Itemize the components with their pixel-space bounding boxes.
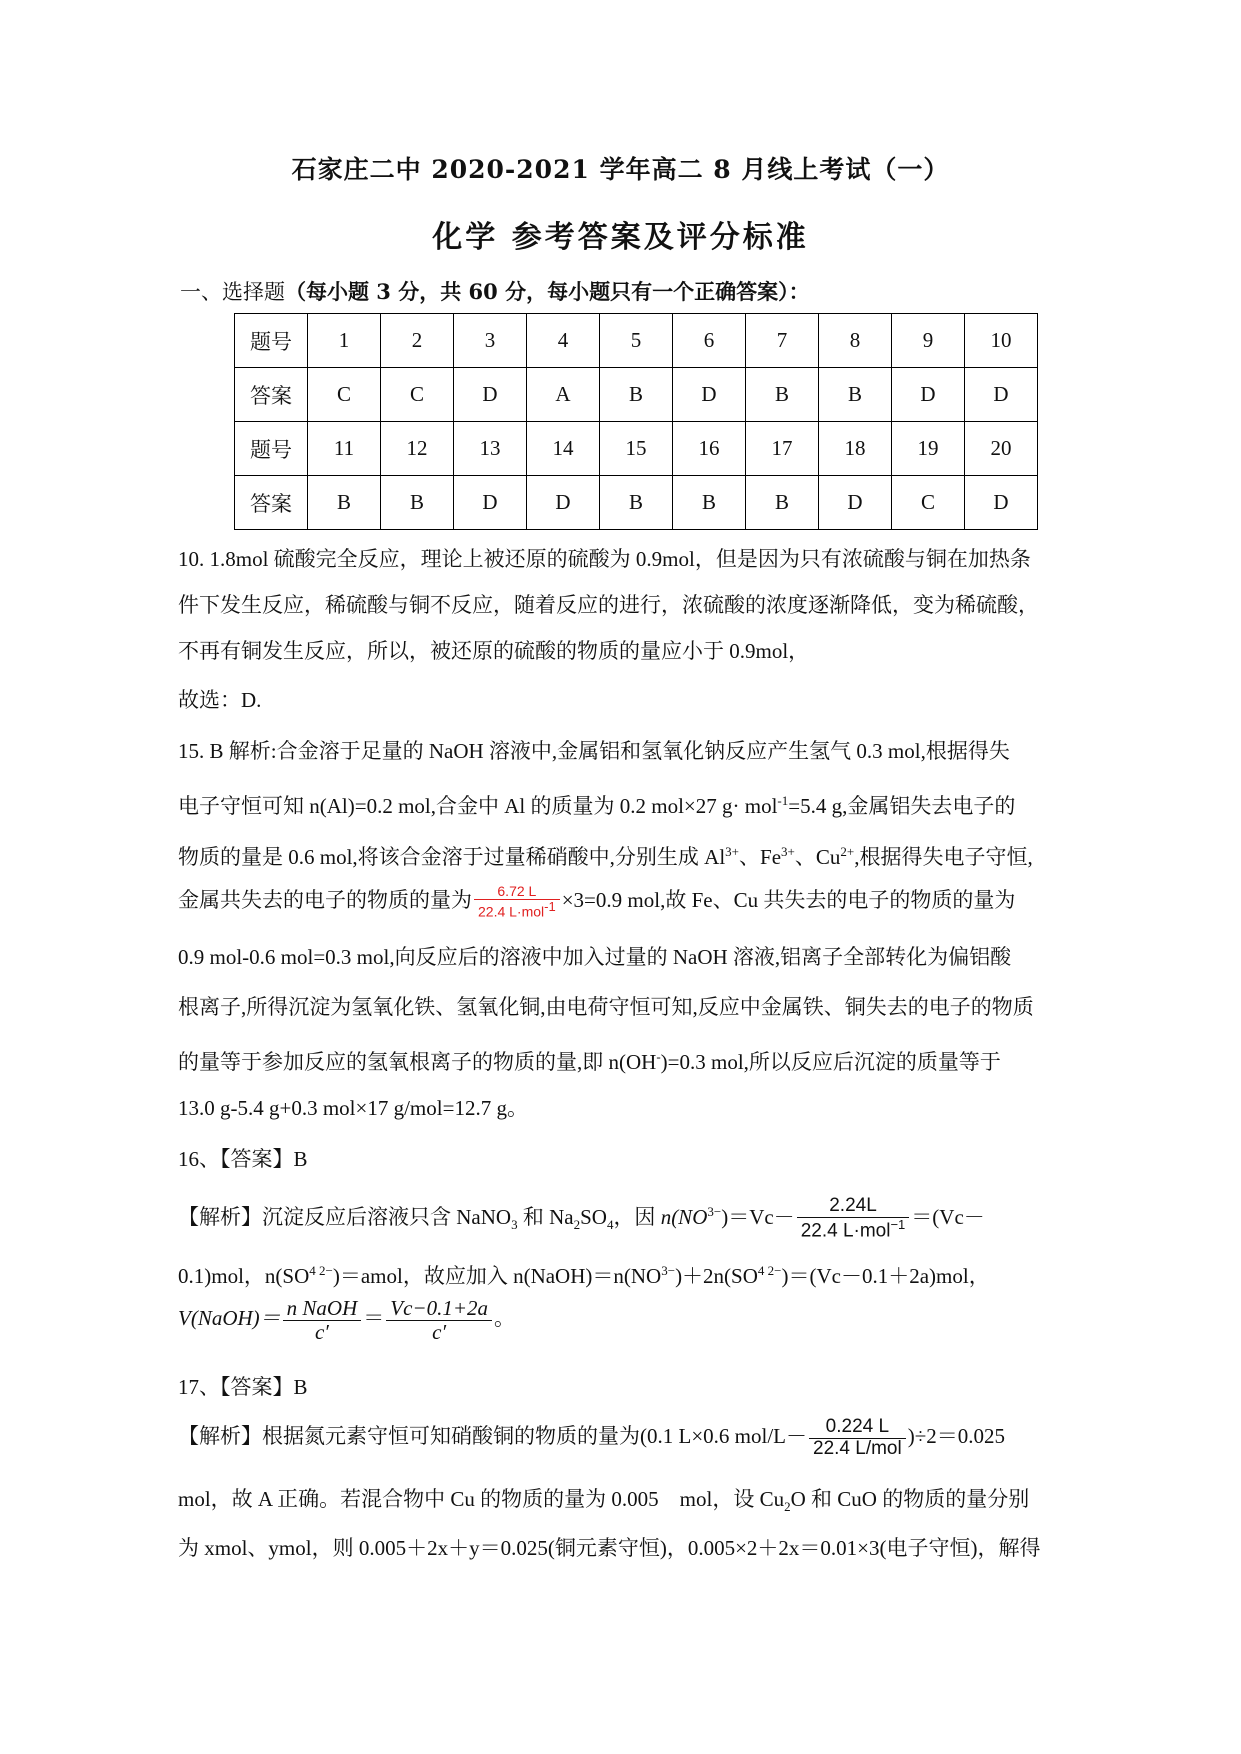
section-label: 一、选择题 — [180, 280, 285, 304]
q15-line: 0.9 mol-0.6 mol=0.3 mol,向反应后的溶液中加入过量的 NaOH 溶液,铝离子全部转化为偏铝酸 — [178, 945, 1012, 969]
table-cell: 8 — [819, 314, 892, 368]
table-cell: D — [454, 368, 527, 422]
table-cell: B — [308, 476, 381, 530]
table-cell: B — [746, 368, 819, 422]
fraction: $\frac{2.24L}{22.4 L\cdot mol^{-1}}$ — [797, 1196, 910, 1242]
answer-table — [234, 313, 1038, 530]
table-cell: 17 — [746, 422, 819, 476]
table-cell: 16 — [673, 422, 746, 476]
table-cell: D — [527, 476, 600, 530]
table-cell: 18 — [819, 422, 892, 476]
q15-line: 电子守恒可知 n(Al)=0.2 mol,合金中 Al 的质量为 0.2 mol×27 g· mol$^{-1}$=5.4 g,金属铝失去电子的 — [178, 793, 1016, 818]
q10-line: 10. 1.8mol 硫酸完全反应，理论上被还原的硫酸为 0.9mol，但是因为只有浓硫酸与铜在加热条 — [178, 547, 1031, 571]
table-cell: 13 — [454, 422, 527, 476]
answer-key-title: 化学 参考答案及评分标准 — [432, 220, 809, 255]
table-row — [235, 476, 1038, 530]
table-cell: 6 — [673, 314, 746, 368]
table-cell: 20 — [965, 422, 1038, 476]
fraction: $\frac{\text{n NaOH}}{c'}$ — [283, 1297, 362, 1344]
q15-line: 15. B 解析:合金溶于足量的 NaOH 溶液中,金属铝和氢氧化钠反应产生氢气 0.3 mol,根据得失 — [178, 739, 1010, 763]
table-cell: C — [892, 476, 965, 530]
table-cell: D — [819, 476, 892, 530]
q16-line: 0.1)mol，$n(SO^{4 2-})=amol$，故应加入 $n(NaOH)=n(NO^{3-})+2n(SO^{4 2-})=(Vc-0.1+2a)mol$， — [178, 1263, 990, 1288]
q10-choice: 故选：D. — [178, 688, 262, 712]
section-heading — [180, 276, 810, 306]
table-cell: 2 — [381, 314, 454, 368]
table-cell: D — [892, 368, 965, 422]
table-cell: C — [381, 368, 454, 422]
row-header-cell: 题号 — [235, 422, 308, 476]
table-cell: 7 — [746, 314, 819, 368]
table-cell: C — [308, 368, 381, 422]
q16-line: 【解析】沉淀反应后溶液只含 NaNO$_3$ 和 $Na_2SO_4$，因 $n(NO^{3-})=Vc-$ $\frac{2.24L}{22.4 L\cdot mol^{-1}}$ ＝(Vc－ — [178, 1195, 985, 1242]
table-cell: B — [381, 476, 454, 530]
table-cell: 1 — [308, 314, 381, 368]
q16-answer: 16、【答案】B — [178, 1147, 308, 1171]
table-cell: D — [965, 476, 1038, 530]
table-cell: 9 — [892, 314, 965, 368]
table-row — [235, 422, 1038, 476]
table-cell: 11 — [308, 422, 381, 476]
q15-line: 根离子,所得沉淀为氢氧化铁、氢氧化铜,由电荷守恒可知,反应中金属铁、铜失去的电子的物质 — [178, 995, 1034, 1019]
q17-line: 【解析】根据氮元素守恒可知硝酸铜的物质的量为(0.1 L×0.6 mol/L－ $\frac{0.224 L}{\text{22.4 L/mol}}$ )÷2＝0.025 — [178, 1415, 1006, 1459]
table-cell: 10 — [965, 314, 1038, 368]
q15-line: 物质的量是 0.6 mol,将该合金溶于过量稀硝酸中,分别生成 $Al^{3+}$、$Fe^{3+}$、$Cu^{2+}$,根据得失电子守恒, — [178, 844, 1033, 869]
red-fraction: $\frac{6.72 L}{22.4 L\cdot mol^{-1}}$ — [474, 884, 560, 920]
table-cell: B — [746, 476, 819, 530]
table-cell: A — [527, 368, 600, 422]
row-header-cell: 题号 — [235, 314, 308, 368]
table-cell: 15 — [600, 422, 673, 476]
table-cell: 5 — [600, 314, 673, 368]
exam-title: 石家庄二中 2020-2021 学年高二 8 月线上考试（一） — [291, 155, 950, 184]
q10-line: 件下发生反应，稀硫酸与铜不反应，随着反应的进行，浓硫酸的浓度逐渐降低，变为稀硫酸， — [178, 593, 1039, 617]
table-cell: D — [965, 368, 1038, 422]
row-header-cell: 答案 — [235, 476, 308, 530]
table-cell: 14 — [527, 422, 600, 476]
q15-line: 的量等于参加反应的氢氧根离子的物质的量,即 n(OH-)=0.3 mol,所以反应后沉淀的质量等于 — [178, 1049, 1001, 1074]
table-cell: 19 — [892, 422, 965, 476]
table-cell: B — [673, 476, 746, 530]
row-header-cell: 答案 — [235, 368, 308, 422]
table-cell: 4 — [527, 314, 600, 368]
q17-answer: 17、【答案】B — [178, 1375, 308, 1399]
section-note: （每小题 3 分，共 60 分，每小题只有一个正确答案）： — [285, 279, 810, 304]
q17-line: mol，故 A 正确。若混合物中 Cu 的物质的量为 0.005 mol，设 $Cu_2O$ 和 CuO 的物质的量分别 — [178, 1487, 1030, 1515]
table-cell: D — [454, 476, 527, 530]
fraction: $\frac{0.224 L}{\text{22.4 L/mol}}$ — [809, 1417, 906, 1460]
table-cell: 12 — [381, 422, 454, 476]
q16-line: V(NaOH)＝ $\frac{\text{n NaOH}}{c'}$ ＝ $\frac{Vc-0.1+2a}{c'}$ 。 — [178, 1295, 515, 1344]
table-cell: B — [600, 368, 673, 422]
table-cell: B — [819, 368, 892, 422]
table-cell: 3 — [454, 314, 527, 368]
q10-line: 不再有铜发生反应，所以，被还原的硫酸的物质的量应小于 0.9mol， — [178, 639, 810, 663]
table-cell: D — [673, 368, 746, 422]
table-cell: B — [600, 476, 673, 530]
fraction: $\frac{Vc-0.1+2a}{c'}$ — [386, 1297, 492, 1344]
table-row — [235, 368, 1038, 422]
q15-line: 金属共失去的电子的物质的量为 $\frac{6.72 L}{22.4 L\cdot mol^{-1}}$ ×3=0.9 mol,故 Fe、Cu 共失去的电子的物质的量为 — [178, 882, 1016, 921]
q17-line: 为 xmol、ymol，则 0.005＋2x＋y＝0.025(铜元素守恒)，0.005×2＋2x＝0.01×3(电子守恒)，解得 — [178, 1536, 1041, 1560]
q15-line: 13.0 g-5.4 g+0.3 mol×17 g/mol=12.7 g。 — [178, 1096, 528, 1120]
table-row — [235, 314, 1038, 368]
